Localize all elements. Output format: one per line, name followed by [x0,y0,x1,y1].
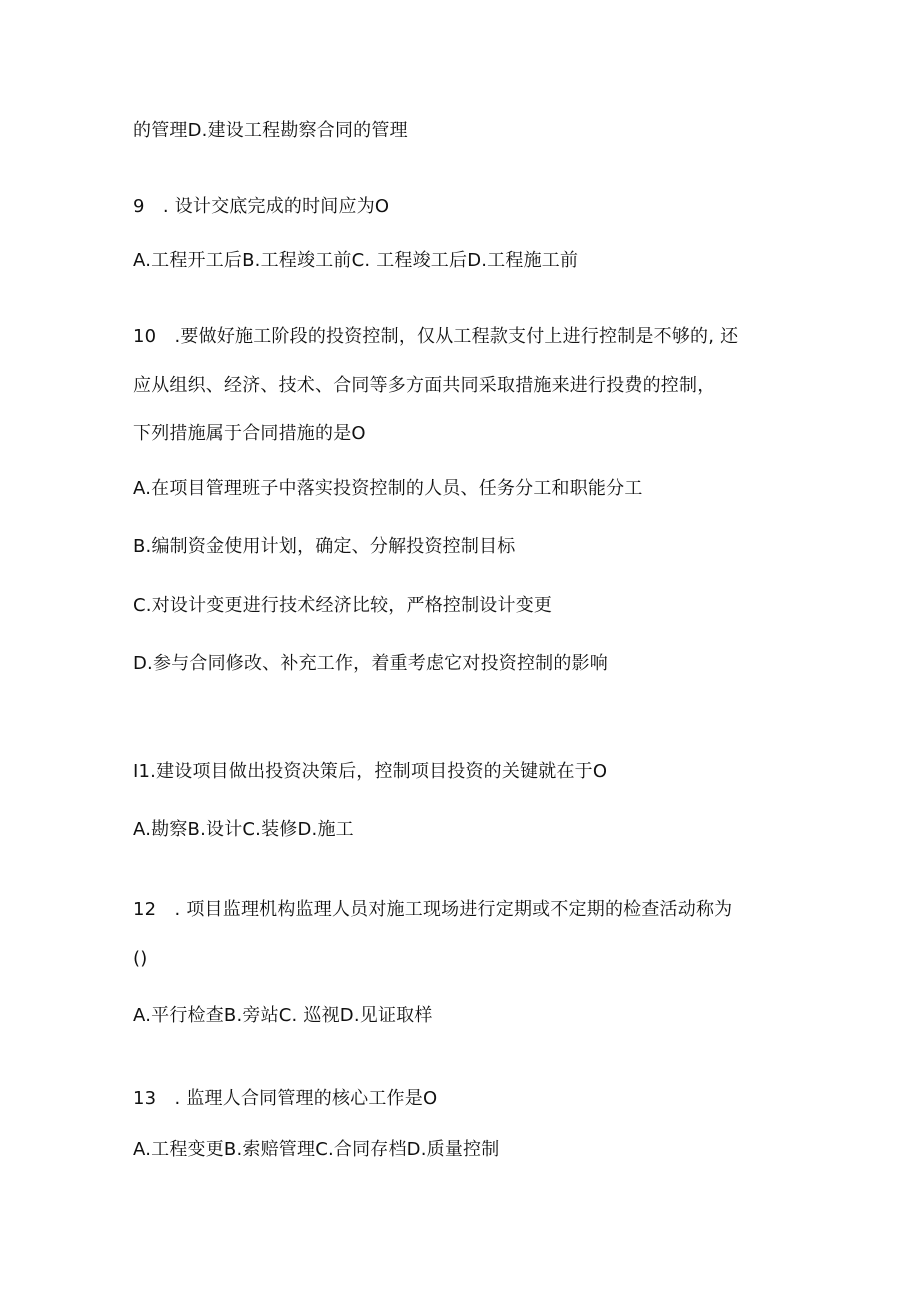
question-13-options: A.工程变更B.索赔管理C.合同存档D.质量控制 [133,1139,500,1160]
question-10-option-a: A.在项目管理班子中落实投资控制的人员、任务分工和职能分工 [133,478,643,499]
question-10-option-c: C.对设计变更进行技术经济比较，严格控制设计变更 [133,595,553,616]
question-10-line-3: 下列措施属于合同措施的是O [133,423,366,444]
text-line-1: 的管理D.建设工程勘察合同的管理 [133,120,408,141]
question-9: 9 . 设计交底完成的时间应为O [133,196,390,217]
question-9-options: A.工程开工后B.工程竣工前C. 工程竣工后D.工程施工前 [133,250,579,271]
question-11: I1.建设项目做出投资决策后，控制项目投资的关键就在于O [133,761,608,782]
question-12-blank: () [133,948,148,969]
question-10-option-d: D.参与合同修改、补充工作，着重考虑它对投资控制的影响 [133,653,608,674]
question-10-line-2: 应从组织、经济、技术、合同等多方面共同采取措施来进行投费的控制， [133,375,716,396]
question-10-option-b: B.编制资金使用计划，确定、分解投资控制目标 [133,536,516,557]
question-12: 12 . 项目监理机构监理人员对施工现场进行定期或不定期的检查活动称为 [133,899,733,920]
question-12-options: A.平行检查B.旁站C. 巡视D.见证取样 [133,1005,433,1026]
question-13: 13 . 监理人合同管理的核心工作是O [133,1088,438,1109]
question-10-line-1: 10 .要做好施工阶段的投资控制，仅从工程款支付上进行控制是不够的, 还 [133,326,739,347]
question-11-options: A.勘察B.设计C.装修D.施工 [133,819,354,840]
